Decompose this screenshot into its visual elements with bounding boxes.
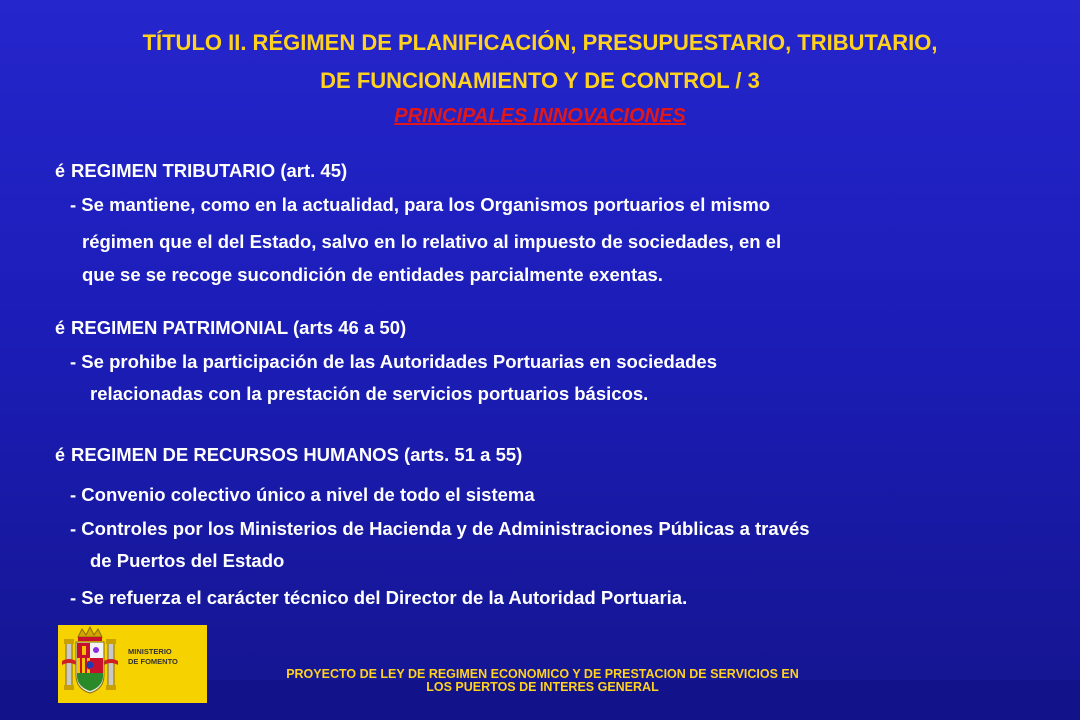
- section-heading-recursos-humanos: [55, 442, 522, 468]
- footer-text: [200, 668, 885, 694]
- footer-text-line2: LOS PUERTOS DE INTERES GENERAL: [426, 680, 659, 694]
- section-line: - Se mantiene, como en la actualidad, para los Organismos portuarios el mismo: [70, 194, 771, 215]
- arrow-bullet-icon: é: [55, 161, 66, 181]
- logo-text-line2: DE FOMENTO: [128, 657, 178, 666]
- section-line: - Se prohibe la participación de las Autoridades Portuarias en sociedades: [70, 351, 718, 372]
- section-heading-label: REGIMEN TRIBUTARIO (art. 45): [71, 160, 348, 181]
- arrow-bullet-icon: é: [55, 318, 66, 338]
- section-heading-label: REGIMEN DE RECURSOS HUMANOS (arts. 51 a 55): [71, 444, 523, 465]
- section-line: - Controles por los Ministerios de Hacienda y de Administraciones Públicas a través: [70, 518, 810, 539]
- section-line: relacionadas con la prestación de servicios portuarios básicos.: [90, 383, 649, 404]
- section-line: que se se recoge sucondición de entidades parcialmente exentas.: [82, 264, 663, 285]
- slide-subtitle: PRINCIPALES INNOVACIONES: [394, 105, 686, 127]
- section-line: - Se refuerza el carácter técnico del Director de la Autoridad Portuaria.: [70, 587, 688, 608]
- section-heading-tributario: [55, 158, 347, 184]
- section-line: - Convenio colectivo único a nivel de todo el sistema: [70, 484, 535, 505]
- slide-title-line2: DE FUNCIONAMIENTO Y DE CONTROL / 3: [320, 68, 760, 93]
- arrow-bullet-icon: é: [55, 445, 66, 465]
- slide-title-line1: TÍTULO II. RÉGIMEN DE PLANIFICACIÓN, PRESUPUESTARIO, TRIBUTARIO,: [142, 30, 938, 55]
- spain-coat-of-arms-icon: [58, 625, 128, 703]
- section-line: régimen que el del Estado, salvo en lo relativo al impuesto de sociedades, en el: [82, 231, 782, 252]
- section-heading-label: REGIMEN PATRIMONIAL (arts 46 a 50): [71, 317, 407, 338]
- ministerio-fomento-logo: [58, 625, 207, 703]
- section-heading-patrimonial: [55, 315, 406, 341]
- section-line: de Puertos del Estado: [90, 550, 285, 571]
- logo-text-line1: MINISTERIO: [128, 647, 172, 656]
- footer-text-line1: PROYECTO DE LEY DE REGIMEN ECONOMICO Y DE PRESTACION DE SERVICIOS EN: [286, 667, 799, 681]
- logo-text: [128, 647, 203, 667]
